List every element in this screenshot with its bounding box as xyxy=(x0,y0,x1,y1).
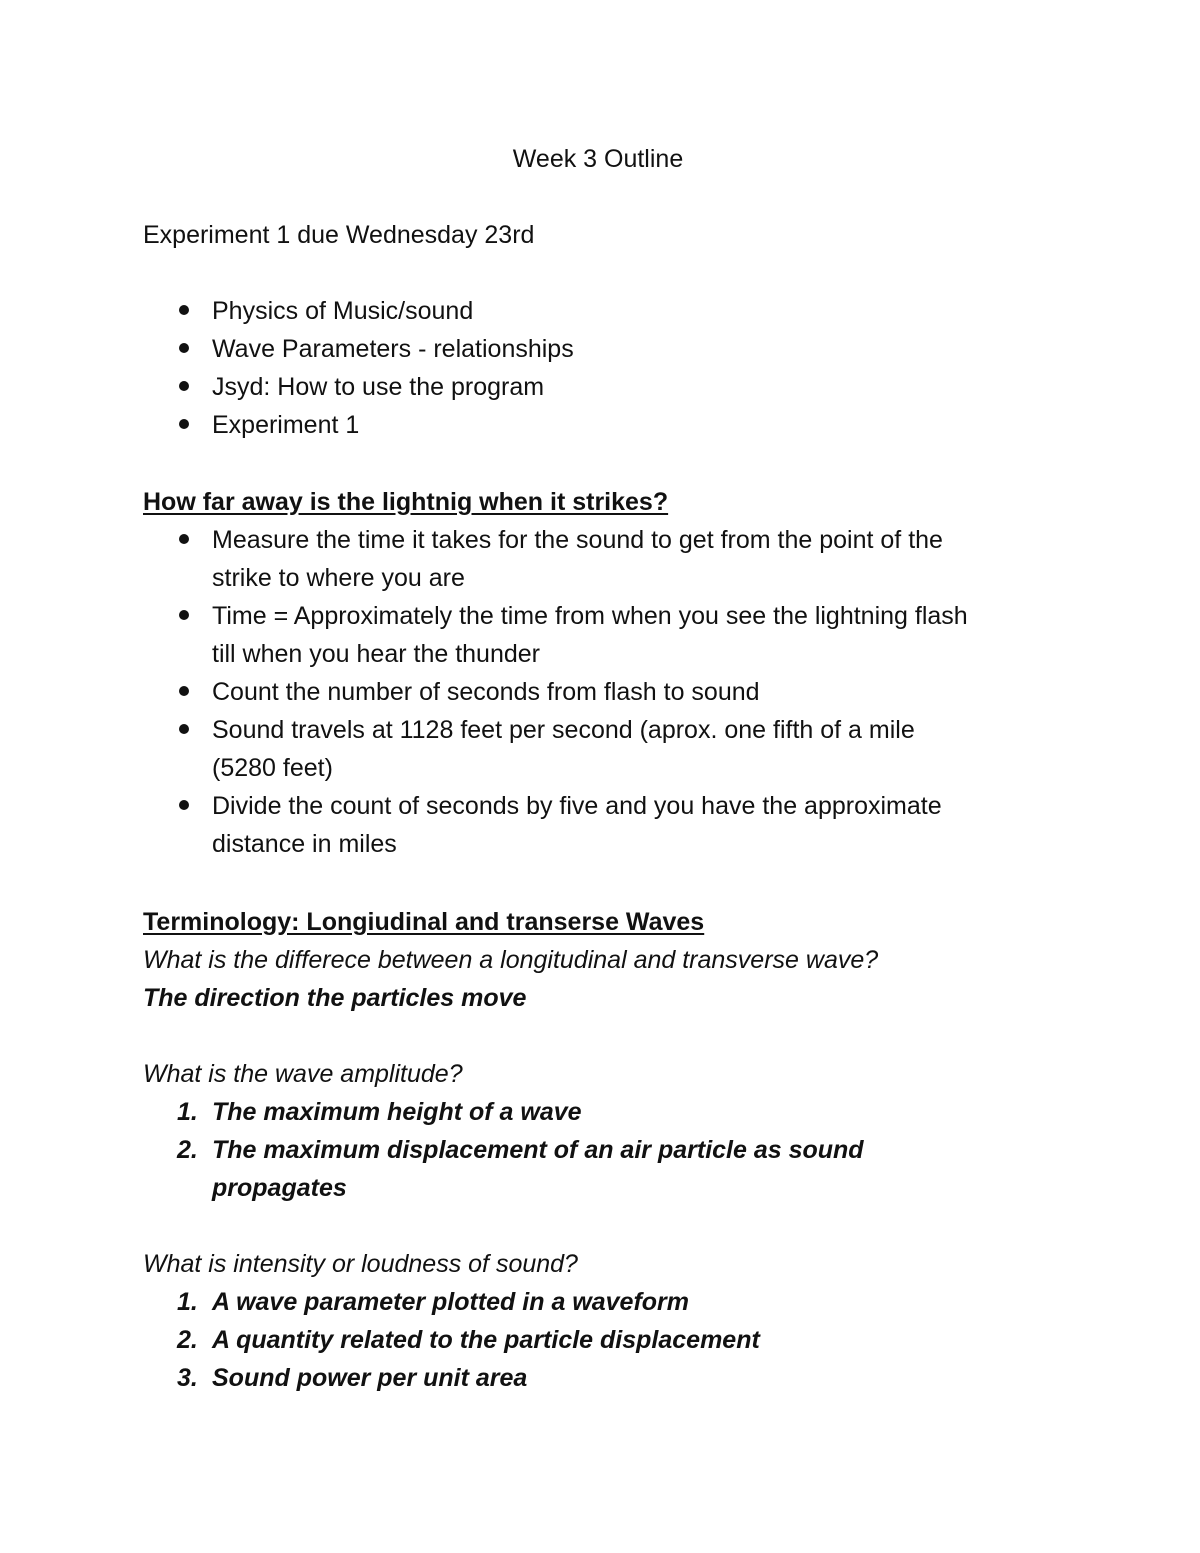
due-line xyxy=(143,216,1053,254)
list-item: 1. The maximum height of a wave xyxy=(177,1098,582,1126)
question-1: What is the differece between a longitudinal and transverse wave? xyxy=(143,946,879,974)
answer-1: The direction the particles move xyxy=(143,984,527,1012)
question-3: What is intensity or loudness of sound? xyxy=(143,1250,578,1278)
bullet-icon xyxy=(179,419,189,429)
list-item: Jsyd: How to use the program xyxy=(143,368,1053,406)
list-item: Experiment 1 xyxy=(143,406,1053,444)
page-title: Week 3 Outline xyxy=(512,145,684,173)
lightning-heading: How far away is the lightnig when it strikes? xyxy=(143,488,669,516)
list-item: Time = Approximately the time from when you see the lightning flash till when you hear the thunder xyxy=(143,597,1053,673)
list-item: 2. The maximum displacement of an air particle as sound propagates xyxy=(177,1136,864,1202)
bullet-icon xyxy=(179,305,189,315)
bullet-icon xyxy=(179,724,189,734)
list-item: 1. A wave parameter plotted in a waveform xyxy=(177,1288,690,1316)
topics-list xyxy=(143,292,1053,444)
list-item: Measure the time it takes for the sound to get from the point of the strike to where you are xyxy=(143,521,1053,597)
list-item: Physics of Music/sound xyxy=(143,292,1053,330)
list-item: Divide the count of seconds by five and you have the approximate distance in miles xyxy=(143,787,1053,863)
question-2: What is the wave amplitude? xyxy=(143,1060,463,1088)
bullet-icon xyxy=(179,610,189,620)
lightning-section xyxy=(143,483,1053,863)
terminology-section xyxy=(143,903,1053,1397)
list-item: 2. A quantity related to the particle displacement xyxy=(177,1326,760,1354)
list-item: Count the number of seconds from flash to sound xyxy=(143,673,1053,711)
bullet-icon xyxy=(179,534,189,544)
spacer xyxy=(143,1017,1053,1055)
due-text: Experiment 1 due Wednesday 23rd xyxy=(143,221,535,249)
list-item: Wave Parameters - relationships xyxy=(143,330,1053,368)
list-item: 3. Sound power per unit area xyxy=(177,1364,528,1392)
bullet-icon xyxy=(179,686,189,696)
terminology-heading: Terminology: Longiudinal and transerse Waves xyxy=(143,908,705,936)
spacer xyxy=(143,1207,1053,1245)
bullet-icon xyxy=(179,800,189,810)
bullet-icon xyxy=(179,381,189,391)
bullet-icon xyxy=(179,343,189,353)
list-item: Sound travels at 1128 feet per second (aprox. one fifth of a mile (5280 feet) xyxy=(143,711,1053,787)
